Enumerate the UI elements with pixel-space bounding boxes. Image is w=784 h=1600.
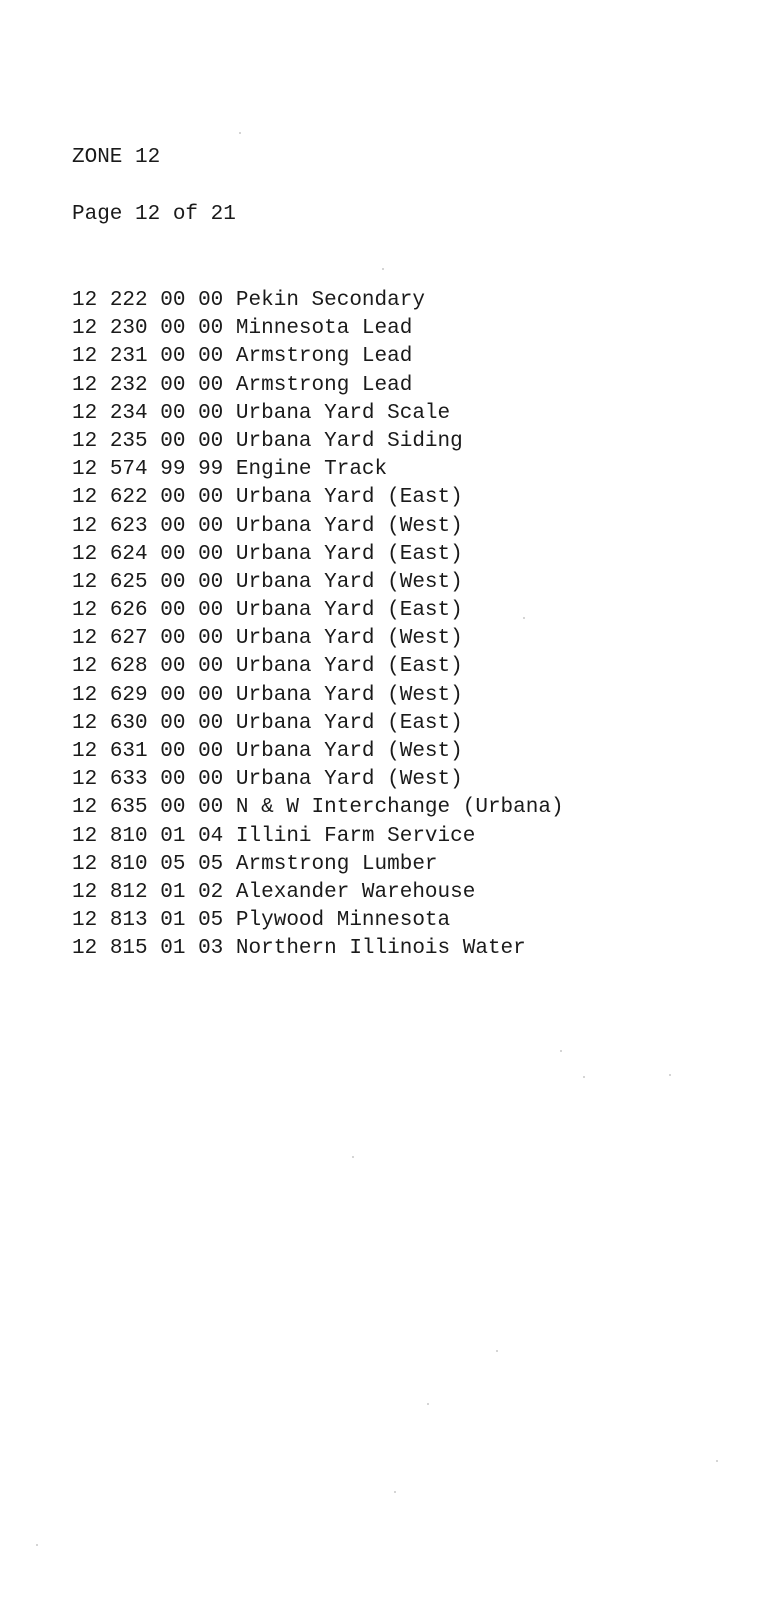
entry-zone: 12 [72, 937, 98, 961]
entry-sub-b: 00 [198, 542, 224, 566]
entry-sub-b: 00 [198, 740, 224, 763]
entry-sub-a: 00 [160, 683, 186, 707]
scan-speck [523, 617, 525, 619]
entry-sub-b: 00 [198, 317, 224, 341]
entry-sub-a: 00 [160, 570, 186, 594]
entry-sub-a: 00 [160, 542, 186, 566]
entry-code: 810 [109, 824, 148, 848]
list-item [72, 935, 564, 963]
entry-code: 234 [109, 401, 148, 425]
entry-sub-b: 99 [198, 458, 224, 482]
entry-sub-b: 00 [198, 486, 224, 510]
list-item [72, 400, 564, 428]
entry-code: 813 [109, 909, 148, 933]
scan-speck [394, 1491, 396, 1493]
entry-sub-a: 00 [160, 317, 186, 341]
entry-zone: 12 [72, 824, 98, 848]
scan-speck [560, 1050, 562, 1052]
entry-sub-a: 00 [160, 740, 186, 763]
entry-zone: 12 [72, 627, 98, 651]
entry-sub-b: 00 [198, 345, 224, 369]
entry-name: Urbana Yard (East) [235, 655, 463, 679]
entry-sub-b: 00 [198, 570, 224, 594]
list-item [72, 484, 564, 512]
entry-sub-b: 00 [198, 401, 224, 425]
entry-name: Urbana Yard (West) [235, 514, 463, 538]
entry-name: Urbana Yard (West) [235, 740, 463, 763]
entry-zone: 12 [72, 683, 98, 707]
entry-sub-a: 00 [160, 345, 186, 369]
entry-sub-a: 00 [160, 373, 186, 397]
entry-sub-a: 00 [160, 768, 186, 792]
entry-sub-b: 05 [198, 909, 224, 933]
entry-sub-b: 00 [198, 655, 224, 679]
entry-name: Northern Illinois Water [235, 937, 526, 961]
scan-speck [496, 1350, 498, 1352]
track-list [72, 287, 564, 964]
entry-name: Engine Track [235, 458, 388, 482]
entry-name: Alexander Warehouse [235, 880, 476, 904]
entry-code: 810 [109, 852, 148, 876]
entry-name: Urbana Yard (East) [235, 486, 463, 510]
entry-name: Pekin Secondary [235, 289, 425, 312]
entry-sub-b: 00 [198, 289, 224, 312]
list-item [72, 851, 564, 879]
entry-zone: 12 [72, 570, 98, 594]
entry-zone: 12 [72, 852, 98, 876]
entry-sub-a: 00 [160, 429, 186, 453]
entry-name: Armstrong Lead [235, 373, 413, 397]
entry-sub-b: 00 [198, 711, 224, 735]
entry-code: 815 [109, 937, 148, 961]
entry-name: Urbana Yard (West) [235, 570, 463, 594]
entry-zone: 12 [72, 768, 98, 792]
scan-speck [583, 1076, 585, 1078]
entry-sub-b: 03 [198, 937, 224, 961]
entry-sub-a: 00 [160, 486, 186, 510]
list-item [72, 625, 564, 653]
entry-zone: 12 [72, 740, 98, 763]
zone-heading: ZONE 12 [72, 146, 161, 169]
entry-name: Urbana Yard (East) [235, 599, 463, 623]
entry-sub-a: 01 [160, 880, 186, 904]
entry-zone: 12 [72, 486, 98, 510]
entry-zone: 12 [72, 599, 98, 623]
list-item [72, 569, 564, 597]
scan-speck [352, 1156, 354, 1158]
entry-name: Urbana Yard Siding [235, 429, 463, 453]
entry-code: 232 [109, 373, 148, 397]
list-item [72, 343, 564, 371]
entry-zone: 12 [72, 345, 98, 369]
entry-sub-b: 05 [198, 852, 224, 876]
list-item [72, 907, 564, 935]
entry-zone: 12 [72, 289, 98, 312]
entry-name: Armstrong Lead [235, 345, 413, 369]
entry-name: N & W Interchange (Urbana) [235, 796, 564, 820]
entry-sub-a: 00 [160, 599, 186, 623]
list-item [72, 428, 564, 456]
entry-sub-b: 04 [198, 824, 224, 848]
entry-code: 635 [109, 796, 148, 820]
entry-sub-a: 00 [160, 796, 186, 820]
entry-name: Urbana Yard (West) [235, 627, 463, 651]
entry-name: Urbana Yard (East) [235, 542, 463, 566]
entry-name: Illini Farm Service [235, 824, 476, 848]
entry-name: Plywood Minnesota [235, 909, 451, 933]
entry-sub-a: 05 [160, 852, 186, 876]
entry-zone: 12 [72, 514, 98, 538]
entry-sub-b: 00 [198, 514, 224, 538]
entry-code: 626 [109, 599, 148, 623]
entry-zone: 12 [72, 880, 98, 904]
entry-zone: 12 [72, 373, 98, 397]
list-item [72, 653, 564, 681]
entry-name: Urbana Yard (West) [235, 683, 463, 707]
entry-zone: 12 [72, 655, 98, 679]
entry-code: 230 [109, 317, 148, 341]
entry-code: 630 [109, 711, 148, 735]
entry-sub-a: 01 [160, 909, 186, 933]
entry-zone: 12 [72, 909, 98, 933]
entry-name: Urbana Yard Scale [235, 401, 451, 425]
entry-sub-b: 00 [198, 627, 224, 651]
entry-sub-a: 00 [160, 655, 186, 679]
entry-code: 222 [109, 289, 148, 312]
entry-sub-a: 00 [160, 711, 186, 735]
list-item [72, 738, 564, 766]
entry-code: 574 [109, 458, 148, 482]
entry-sub-a: 00 [160, 627, 186, 651]
entry-code: 622 [109, 486, 148, 510]
list-item [72, 710, 564, 738]
entry-code: 623 [109, 514, 148, 538]
entry-sub-a: 00 [160, 514, 186, 538]
scan-speck [716, 1460, 718, 1462]
entry-sub-b: 00 [198, 373, 224, 397]
entry-name: Urbana Yard (West) [235, 768, 463, 792]
scan-speck [669, 1074, 671, 1076]
entry-zone: 12 [72, 401, 98, 425]
entry-sub-b: 00 [198, 683, 224, 707]
entry-code: 235 [109, 429, 148, 453]
entry-zone: 12 [72, 429, 98, 453]
entry-name: Minnesota Lead [235, 317, 413, 341]
entry-name: Urbana Yard (East) [235, 711, 463, 735]
list-item [72, 879, 564, 907]
list-item [72, 823, 564, 851]
entry-code: 812 [109, 880, 148, 904]
list-item [72, 372, 564, 400]
list-item [72, 456, 564, 484]
entry-code: 631 [109, 740, 148, 763]
entry-sub-b: 00 [198, 429, 224, 453]
entry-sub-b: 00 [198, 599, 224, 623]
entry-sub-b: 00 [198, 796, 224, 820]
list-item [72, 682, 564, 710]
list-item [72, 541, 564, 569]
page-number: Page 12 of 21 [72, 203, 236, 226]
entry-code: 627 [109, 627, 148, 651]
entry-sub-b: 00 [198, 768, 224, 792]
entry-sub-b: 02 [198, 880, 224, 904]
entry-sub-a: 01 [160, 937, 186, 961]
entry-sub-a: 00 [160, 289, 186, 312]
entry-sub-a: 01 [160, 824, 186, 848]
entry-code: 628 [109, 655, 148, 679]
list-item [72, 315, 564, 343]
entry-code: 624 [109, 542, 148, 566]
entry-zone: 12 [72, 317, 98, 341]
entry-zone: 12 [72, 458, 98, 482]
entry-code: 231 [109, 345, 148, 369]
list-item [72, 766, 564, 794]
scan-speck [36, 1544, 38, 1546]
entry-zone: 12 [72, 796, 98, 820]
scan-speck [382, 268, 384, 270]
entry-code: 629 [109, 683, 148, 707]
entry-sub-a: 00 [160, 401, 186, 425]
scan-speck [239, 132, 241, 134]
list-item [72, 287, 564, 315]
entry-zone: 12 [72, 711, 98, 735]
list-item [72, 513, 564, 541]
list-item [72, 597, 564, 625]
list-item [72, 794, 564, 822]
entry-zone: 12 [72, 542, 98, 566]
entry-code: 633 [109, 768, 148, 792]
entry-sub-a: 99 [160, 458, 186, 482]
entry-name: Armstrong Lumber [235, 852, 438, 876]
scan-speck [427, 1403, 429, 1405]
entry-code: 625 [109, 570, 148, 594]
